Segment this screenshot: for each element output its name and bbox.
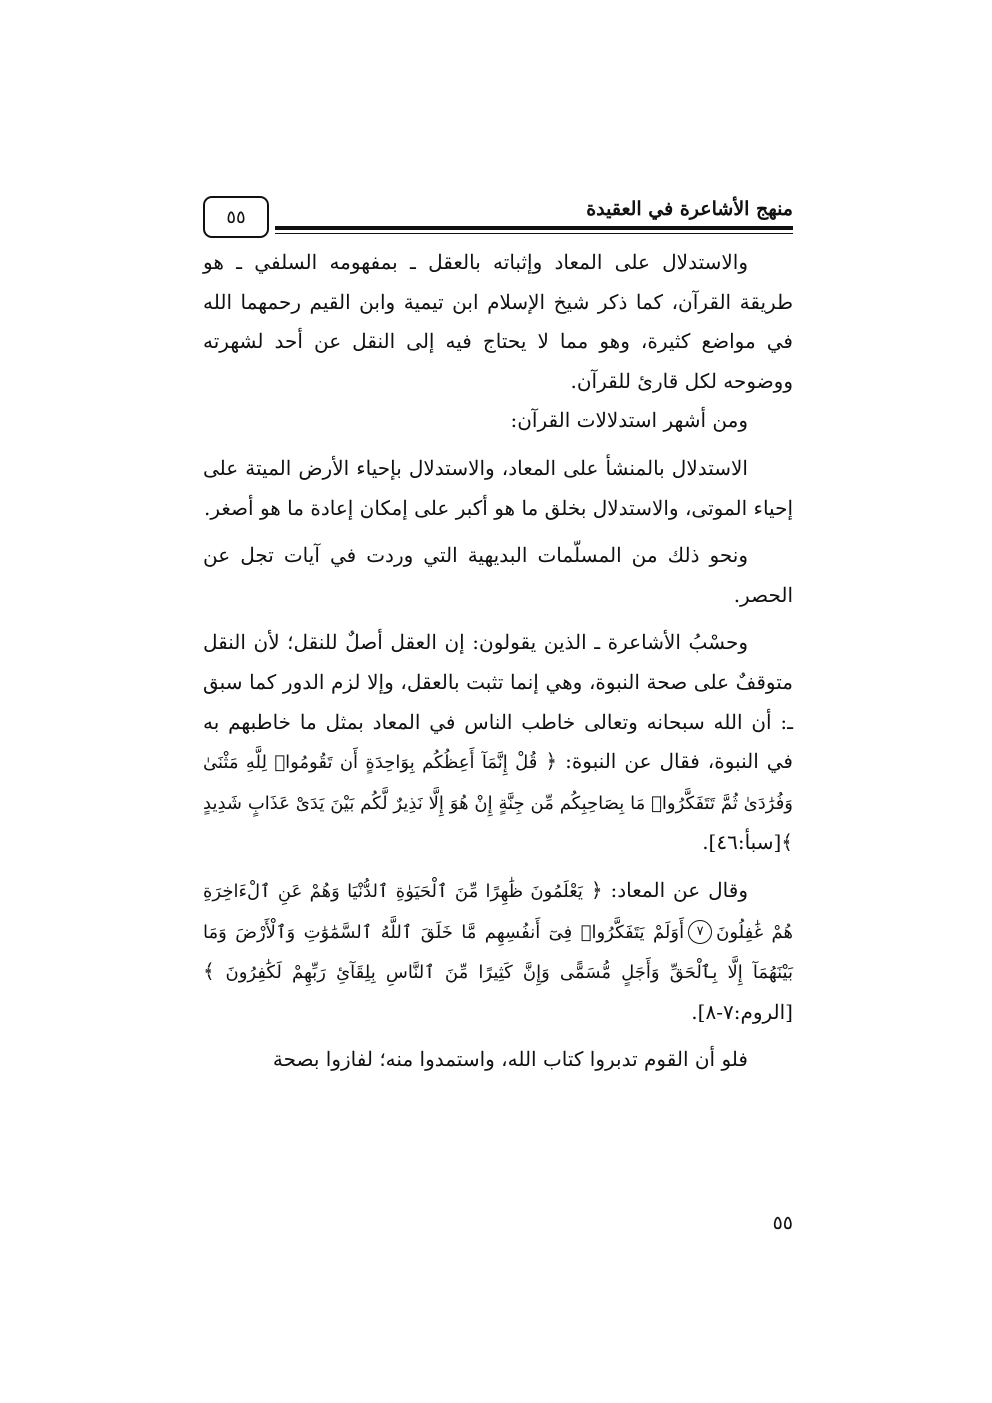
- verse-close-bracket: ﴾: [203, 959, 215, 984]
- paragraph-4: ونحو ذلك من المسلّمات البديهية التي وردت في آيات تجل عن الحصر.: [203, 543, 793, 607]
- header-rule-thick: [275, 226, 793, 230]
- verse-close-bracket: ﴾: [781, 830, 793, 855]
- verse-reference-rum: [الروم:٧-٨].: [691, 999, 793, 1024]
- ayah-number-marker: ٧: [688, 920, 712, 944]
- verse-open-bracket: ﴿: [545, 749, 558, 774]
- paragraph-6-text: وقال عن المعاد:: [610, 877, 748, 902]
- page-body: [203, 243, 793, 1080]
- quran-verse-rum-8: أَوَلَمْ يَتَفَكَّرُوا۟ فِىٓ أَنفُسِهِم مَّا خَلَقَ ٱللَّهُ ٱلسَّمَٰوَٰتِ وَٱلْأَرْضَ وَمَا بَيْنَهُمَآ إِلَّا بِٱلْحَقِّ وَأَجَلٍ مُّسَمًّى وَإِنَّ كَثِيرًا مِّنَ ٱلنَّاسِ بِلِقَآئِ رَبِّهِمْ لَكَٰفِرُونَ: [203, 921, 793, 984]
- header-page-number-box: [203, 196, 269, 238]
- paragraph-3: الاستدلال بالمنشأ على المعاد، والاستدلال بإحياء الأرض الميتة على إحياء الموتى، والاستدلال بخلق ما هو أكبر على إمكان إعادة ما هو أصغر.: [203, 455, 793, 520]
- paragraph-5-text: وحسْبُ الأشاعرة ـ الذين يقولون: إن العقل أصلٌ للنقل؛ لأن النقل متوقفٌ على صحة النبوة، وهي إنما تثبت بالعقل، وإلا لزم الدور كما سبق ـ: أن الله سبحانه وتعالى خاطب الناس في المعاد بمثل ما خاطبهم به في النبوة، فقال عن النبوة:: [203, 630, 793, 774]
- paragraph-1: والاستدلال على المعاد وإثباته بالعقل ـ بمفهومه السلفي ـ هو طريقة القرآن، كما ذكر شيخ الإسلام ابن تيمية وابن القيم رحمهما الله في مواضع كثيرة، وهو مما لا يحتاج فيه إلى النقل عن أحد لشهرته ووضوحه لكل قارئ للقرآن.: [203, 250, 793, 393]
- header-title: منهج الأشاعرة في العقيدة: [586, 198, 793, 220]
- quran-verse-rum-7: يَعْلَمُونَ ظَٰهِرًا مِّنَ ٱلْحَيَوٰةِ ٱلدُّنْيَا وَهُمْ عَنِ ٱلْءَاخِرَةِ هُمْ غَٰفِلُونَ: [203, 880, 793, 943]
- page-header: [203, 196, 793, 242]
- paragraph-2: ومن أشهر استدلالات القرآن:: [510, 408, 748, 433]
- paragraph-5: [203, 623, 793, 863]
- quran-verse-saba: قُلْ إِنَّمَآ أَعِظُكُم بِوَاحِدَةٍ أَن تَقُومُوا۟ لِلَّهِ مَثْنَىٰ وَفُرَٰدَىٰ ثُمَّ تَتَفَكَّرُوا۟ مَا بِصَاحِبِكُم مِّن جِنَّةٍ إِنْ هُوَ إِلَّا نَذِيرٌ لَّكُم بَيْنَ يَدَىْ عَذَابٍ شَدِيدٍ: [203, 752, 793, 814]
- verse-open-bracket: ﴿: [590, 877, 603, 902]
- verse-reference-saba: [سبأ:٤٦].: [702, 830, 782, 855]
- paragraph-6: [203, 871, 793, 1032]
- header-page-number: ٥٥: [226, 206, 246, 228]
- paragraph-7: فلو أن القوم تدبروا كتاب الله، واستمدوا منه؛ لفازوا بصحة: [272, 1047, 748, 1072]
- header-rule-thin: [275, 233, 793, 234]
- footer-page-number: ٥٥: [772, 1212, 793, 1234]
